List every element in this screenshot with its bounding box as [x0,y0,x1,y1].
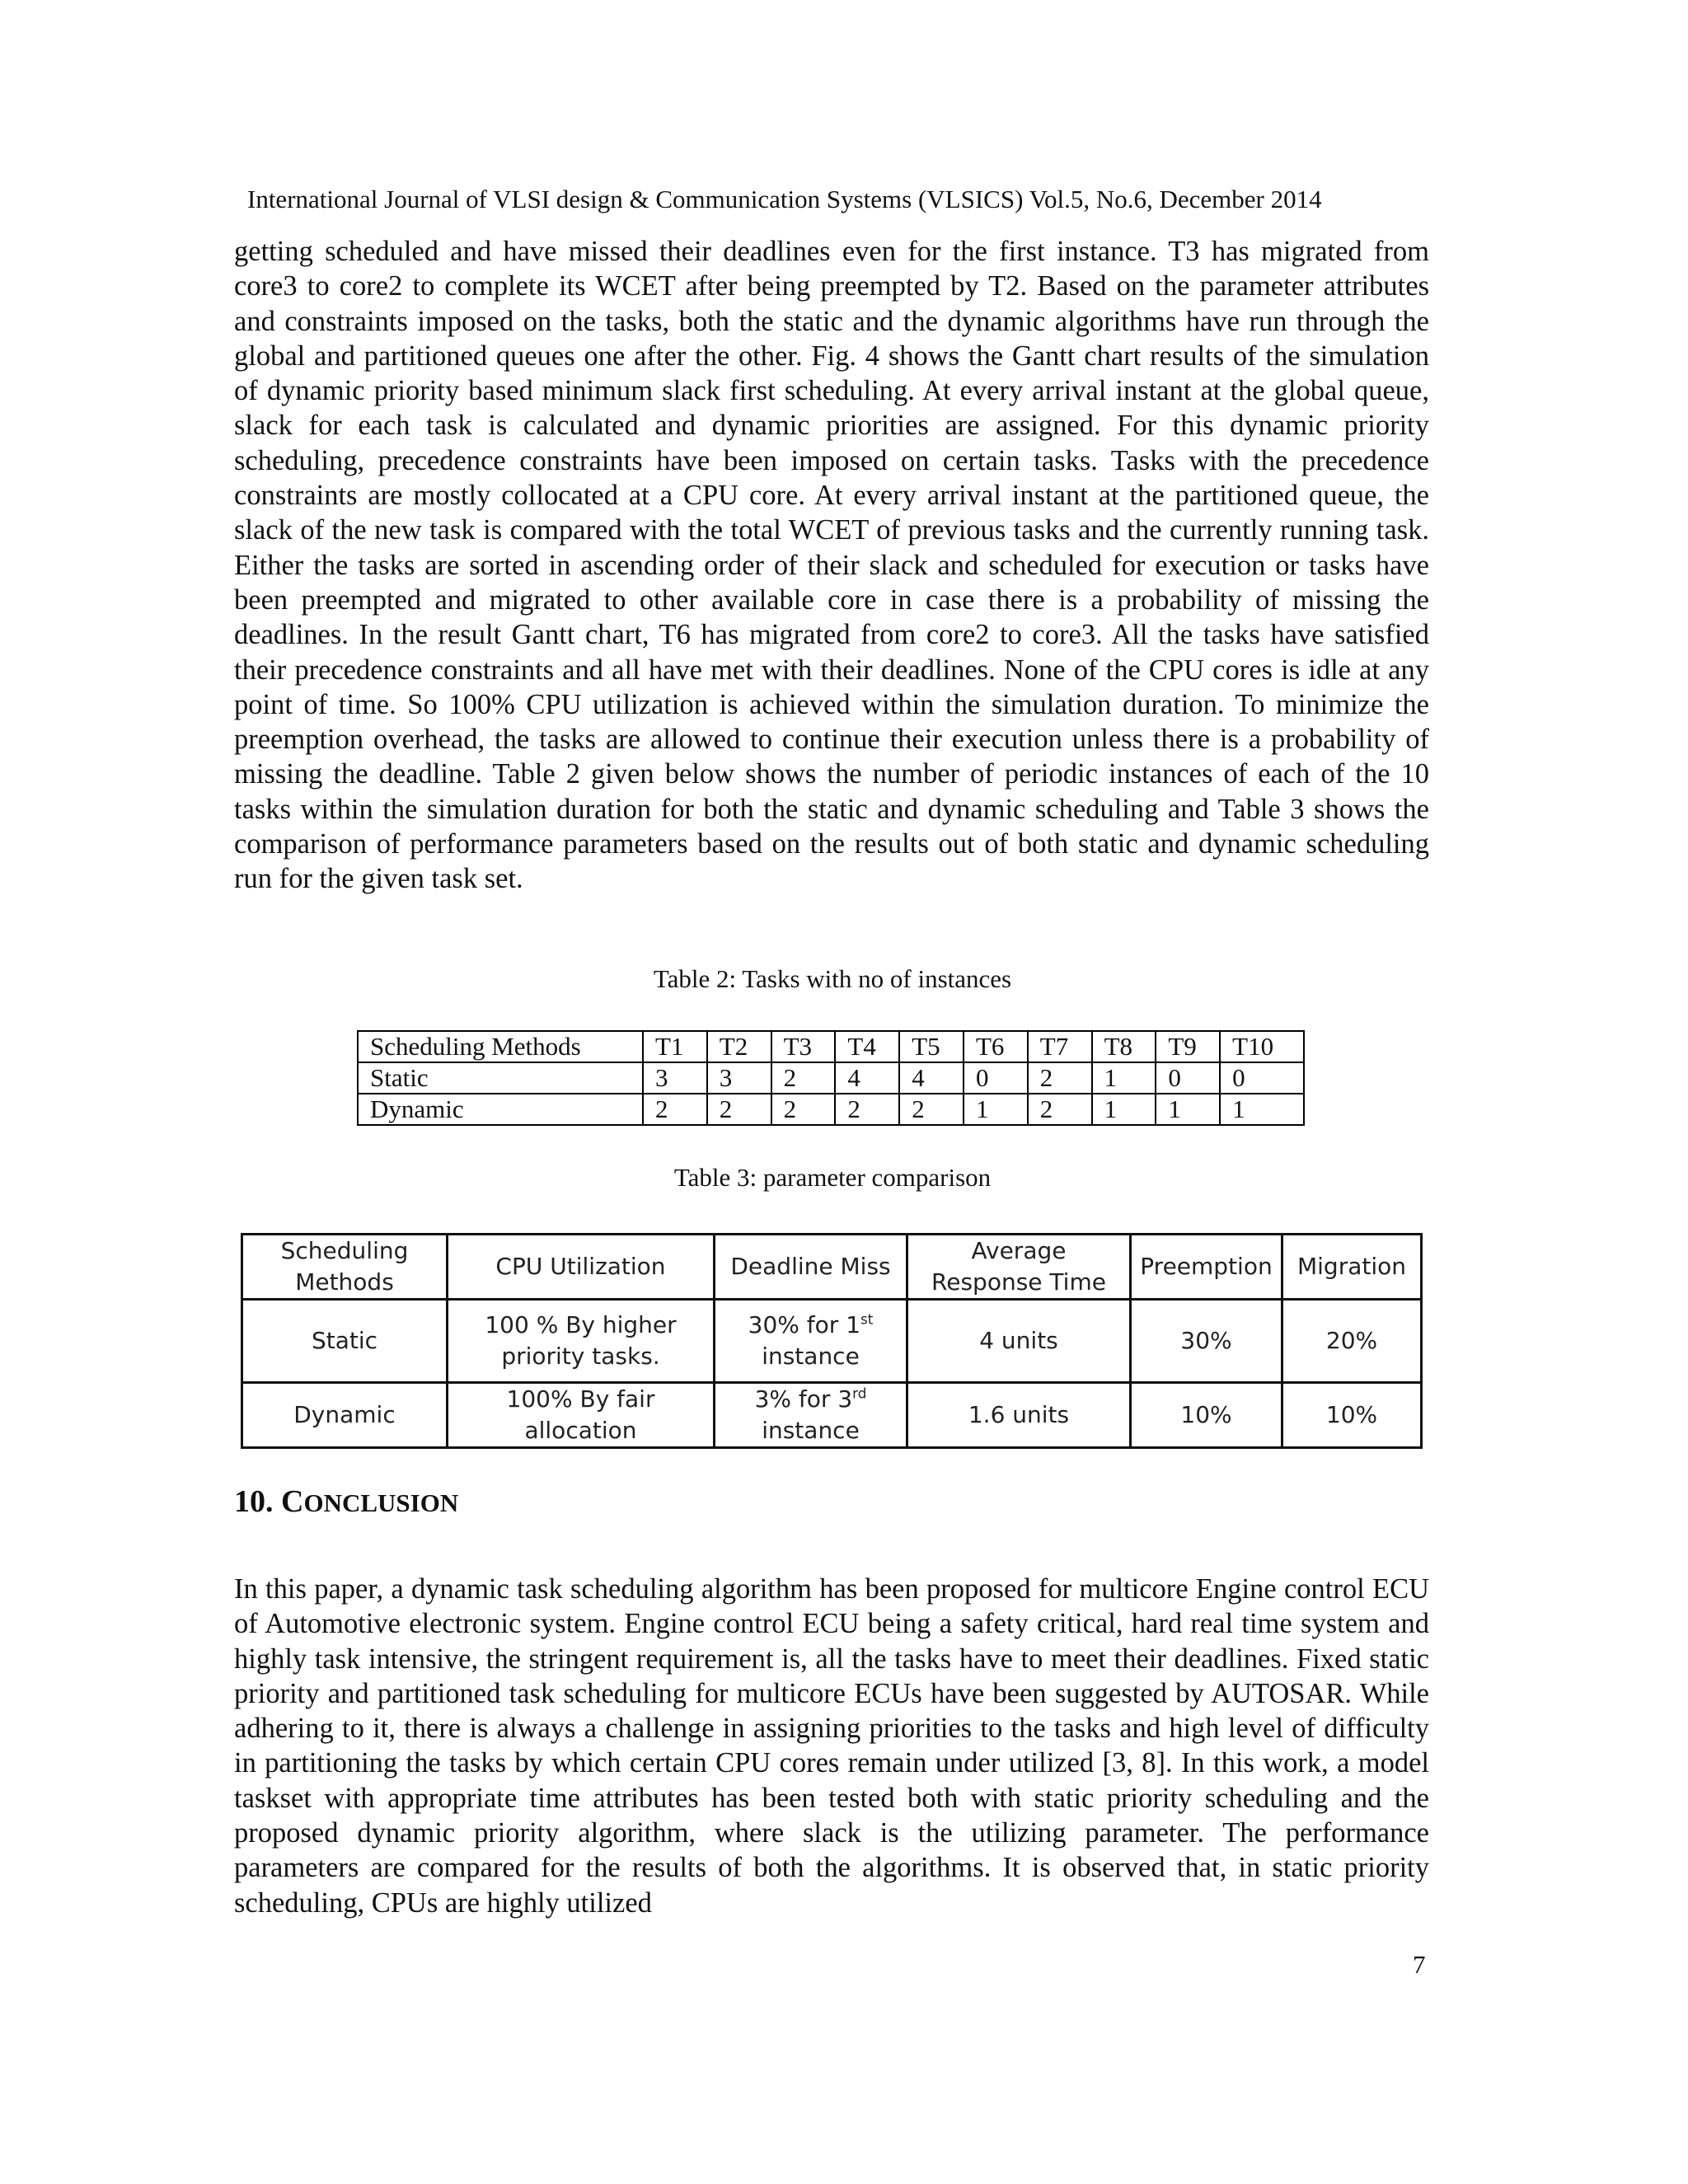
table-header-cell: T5 [899,1031,964,1062]
table-cell: 4 [899,1062,964,1094]
table-header-cell: Deadline Miss [715,1235,907,1300]
table-cell: 1 [1220,1094,1304,1125]
table-header-cell: T4 [835,1031,899,1062]
table-cell: Static [242,1300,448,1383]
running-header: International Journal of VLSI design & Communication Systems (VLSICS) Vol.5, No.6, December 2014 [247,185,1322,213]
table-cell: 4 [835,1062,899,1094]
table-header-cell: T9 [1156,1031,1220,1062]
table-header-cell: T6 [964,1031,1028,1062]
table3-caption: Table 3: parameter comparison [673,1163,992,1192]
table-cell: 2 [1028,1062,1092,1094]
table-cell: Dynamic [242,1383,448,1448]
table-header-cell: T3 [771,1031,836,1062]
section-title: ONCLUSION [303,1488,459,1517]
table3-parameter-comparison [241,1233,1423,1449]
table-cell: 2 [771,1062,836,1094]
table2-instances [357,1030,1305,1126]
table-cell: 4 units [907,1300,1131,1383]
ordinal-suffix: rd [852,1385,867,1402]
table-cell: 10% [1282,1383,1422,1448]
deadline-text: 30% for 1 [748,1311,861,1338]
table-row [358,1094,1304,1125]
table-cell: 2 [707,1094,771,1125]
page-number: 7 [1413,1950,1426,1979]
table-header-cell: Average Response Time [907,1235,1131,1300]
table2-caption: Table 2: Tasks with no of instances [653,964,1012,993]
table-header-cell: T1 [643,1031,707,1062]
table-header-cell: T2 [707,1031,771,1062]
table-header-cell: CPU Utilization [448,1235,715,1300]
table-header-cell: Scheduling Methods [358,1031,643,1062]
table-cell: Dynamic [358,1094,643,1125]
table-cell: 3 [643,1062,707,1094]
table-cell: 20% [1282,1300,1422,1383]
table-header-cell: T7 [1028,1031,1092,1062]
table-cell: 100 % By higher priority tasks. [448,1300,715,1383]
table-cell: 0 [1156,1062,1220,1094]
table-cell [715,1383,907,1448]
table-header-cell: Preemption [1131,1235,1282,1300]
body-paragraph-2: In this paper, a dynamic task scheduling algorithm has been proposed for multicore Engine control ECU of Automotive electronic system. Engine control ECU being a safety critical, hard real time system and highly task intensive, the stringent requirement is, all the tasks have to meet their deadlines. Fixed static priority and partitioned task scheduling for multicore ECUs have been suggested by AUTOSAR. While adhering to it, there is always a challenge in assigning priorities to the tasks and high level of difficulty in partitioning the tasks by which certain CPU cores remain under utilized [3, 8]. In this work, a model taskset with appropriate time attributes has been tested both with static priority scheduling and the proposed dynamic priority algorithm, where slack is the utilizing parameter. The performance parameters are compared for the results of both the algorithms. It is observed that, in static priority scheduling, CPUs are highly utilized [234,1573,1429,1919]
table-row [242,1235,1422,1300]
table-row [358,1062,1304,1094]
table-cell: 2 [835,1094,899,1125]
table-cell: 2 [771,1094,836,1125]
deadline-text-cont: instance [762,1343,860,1370]
table-cell [715,1300,907,1383]
section-heading [234,1483,458,1520]
table-header-cell: Migration [1282,1235,1422,1300]
table-row [242,1300,1422,1383]
ordinal-suffix: st [860,1310,874,1328]
table-cell: 100% By fair allocation [448,1383,715,1448]
table-cell: 3 [707,1062,771,1094]
table-cell: 1 [1092,1062,1156,1094]
section-number: 10. C [234,1484,304,1519]
table-header-cell: T10 [1220,1031,1304,1062]
table-cell: 2 [899,1094,964,1125]
deadline-text-cont: instance [762,1417,860,1444]
body-paragraph-1: getting scheduled and have missed their deadlines even for the first instance. T3 has migrated from core3 to core2 to complete its WCET after being preempted by T2. Based on the parameter attributes and constraints imposed on the tasks, both the static and the dynamic algorithms have run through the global and partitioned queues one after the other. Fig. 4 shows the Gantt chart results of the simulation of dynamic priority based minimum slack first scheduling. At every arrival instant at the global queue, slack for each task is calculated and dynamic priorities are assigned. For this dynamic priority scheduling, precedence constraints have been imposed on certain tasks. Tasks with the precedence constraints are mostly collocated at a CPU core. At every arrival instant at the partitioned queue, the slack of the new task is compared with the total WCET of previous tasks and the currently running task. Either the tasks are sorted in ascending order of their slack and scheduled for execution or tasks have been preempted and migrated to other available core in case there is a probability of missing the deadlines. In the result Gantt chart, T6 has migrated from core2 to core3. All the tasks have satisfied their precedence constraints and all have met with their deadlines. None of the CPU cores is idle at any point of time. So 100% CPU utilization is achieved within the simulation duration. To minimize the preemption overhead, the tasks are allowed to continue their execution unless there is a probability of missing the deadline. Table 2 given below shows the number of periodic instances of each of the 10 tasks within the simulation duration for both the static and dynamic scheduling and Table 3 shows the comparison of performance parameters based on the results out of both static and dynamic scheduling run for the given task set. [234,236,1429,895]
table-cell: 1 [1156,1094,1220,1125]
table-cell: 0 [964,1062,1028,1094]
table-row [358,1031,1304,1062]
table-cell: 0 [1220,1062,1304,1094]
table-cell: Static [358,1062,643,1094]
table-cell: 30% [1131,1300,1282,1383]
table-cell: 2 [643,1094,707,1125]
table-header-cell: T8 [1092,1031,1156,1062]
table-cell: 10% [1131,1383,1282,1448]
table-row [242,1383,1422,1448]
table-cell: 1 [964,1094,1028,1125]
table-cell: 1.6 units [907,1383,1131,1448]
table-cell: 2 [1028,1094,1092,1125]
deadline-text: 3% for 3 [754,1385,853,1413]
table-cell: 1 [1092,1094,1156,1125]
table-header-cell: Scheduling Methods [242,1235,448,1300]
